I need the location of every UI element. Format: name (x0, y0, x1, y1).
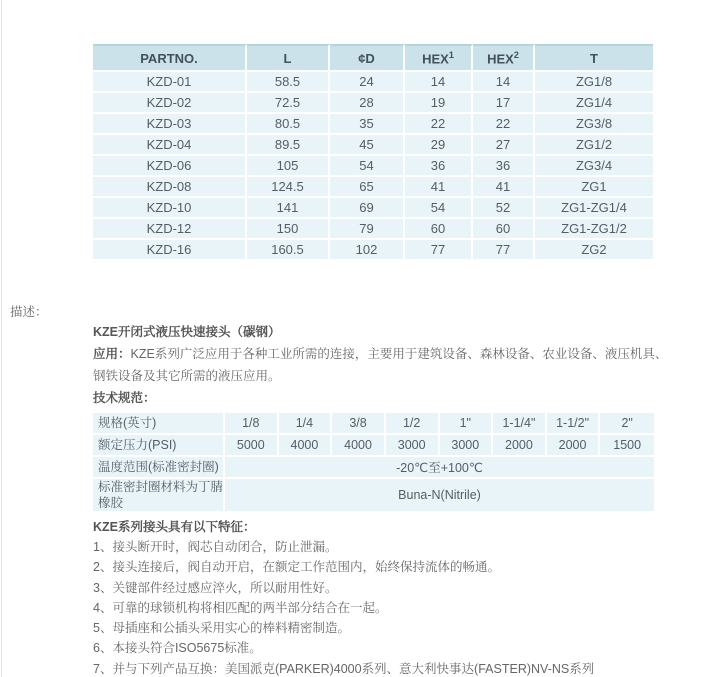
table-cell: 22 (405, 114, 473, 135)
table-cell: KZD-10 (93, 198, 247, 219)
technical-spec-table (93, 413, 654, 513)
column-header-label: L (283, 50, 292, 66)
spec-value-cell: 1500 (600, 435, 654, 457)
table-cell: 54 (405, 198, 473, 219)
table-cell: ZG1/2 (535, 135, 653, 156)
table-row (93, 177, 653, 198)
table-cell: 77 (473, 240, 535, 261)
table-cell: 160.5 (247, 240, 330, 261)
spec-seal-label: 标准密封圈材料为丁腈橡胶 (93, 479, 225, 513)
page-content (93, 44, 678, 677)
product-title: KZE开闭式液压快速接头（碳钢） (93, 325, 281, 339)
spec-value-cell: 1/4 (279, 413, 333, 435)
feature-item: 7、并与下列产品互换：美国派克(PARKER)4000系列、意大利快事达(FASTER)NV-NS系列 (93, 661, 595, 676)
description-section (93, 321, 673, 409)
spec-value-cell: 2000 (493, 435, 547, 457)
feature-item: 1、接头断开时，阀芯自动闭合，防止泄漏。 (93, 540, 338, 554)
spec-temperature-row (93, 457, 654, 479)
spec-temperature-label: 温度范围(标准密封圈) (93, 457, 225, 479)
spec-seal-value: Buna-N(Nitrile) (225, 479, 654, 513)
table-cell: ZG1/8 (535, 72, 653, 93)
feature-item: 4、可靠的球锁机构将相匹配的两半部分结合在一起。 (93, 600, 388, 615)
application-paragraph (93, 343, 673, 387)
spec-size-label: 规格(英寸) (93, 413, 225, 435)
page-left-border (1, 0, 2, 677)
table-cell: KZD-06 (93, 156, 247, 177)
table-cell: 141 (247, 198, 330, 219)
table-cell: 69 (330, 198, 405, 219)
table-cell: 35 (330, 114, 405, 135)
table-cell: 14 (405, 72, 473, 93)
column-header-label: T (590, 50, 598, 66)
table-cell: 14 (473, 72, 535, 93)
column-header-d (330, 44, 405, 72)
table-cell: ZG1-ZG1/2 (535, 219, 653, 240)
feature-item: 5、母插座和公插头采用实心的棒料精密制造。 (93, 621, 350, 636)
spec-value-cell: 5000 (225, 435, 279, 457)
parts-table-header-row (93, 44, 653, 72)
table-cell: ZG3/8 (535, 114, 653, 135)
table-cell: 72.5 (247, 93, 330, 114)
table-cell: 89.5 (247, 135, 330, 156)
feature-item: 2、接头连接后，阀自动开启，在额定工作范围内，始终保持流体的畅通。 (93, 560, 500, 575)
table-cell: 52 (473, 198, 535, 219)
table-row (93, 198, 653, 219)
parts-table-body (93, 72, 653, 261)
table-cell: 150 (247, 219, 330, 240)
table-cell: 80.5 (247, 114, 330, 135)
table-cell: 102 (330, 240, 405, 261)
spec-value-cell: 1-1/4" (493, 413, 547, 435)
table-row (93, 156, 653, 177)
table-cell: KZD-12 (93, 219, 247, 240)
table-cell: ZG1-ZG1/4 (535, 198, 653, 219)
column-header-label: PARTNO. (140, 50, 198, 66)
spec-pressure-label: 额定压力(PSI) (93, 435, 225, 457)
spec-value-cell: 4000 (332, 435, 386, 457)
table-cell: 105 (247, 156, 330, 177)
spec-size-row (93, 413, 654, 435)
spec-value-cell: 3000 (386, 435, 440, 457)
spec-value-cell: 1" (440, 413, 494, 435)
spec-value-cell: 1/2 (386, 413, 440, 435)
table-cell: ZG1 (535, 177, 653, 198)
spec-temperature-value: -20℃至+100℃ (225, 457, 654, 479)
application-label: 应用： (93, 347, 131, 361)
column-header-label: HEX (422, 51, 449, 67)
table-cell: 22 (473, 114, 535, 135)
table-cell: 65 (330, 177, 405, 198)
table-cell: ZG2 (535, 240, 653, 261)
features-section (93, 517, 673, 677)
feature-item: 6、本接头符合ISO5675标准。 (93, 641, 262, 656)
table-cell: KZD-01 (93, 72, 247, 93)
spec-value-cell: 2" (600, 413, 654, 435)
feature-item: 3、关键部件经过感应淬火，所以耐用性好。 (93, 580, 338, 595)
table-cell: 29 (405, 135, 473, 156)
application-text: KZE系列广泛应用于各种工业所需的连接，主要用于建筑设备、森林设备、农业设备、液压机具、钢铁设备及其它所需的液压应用。 (93, 347, 668, 383)
features-heading: KZE系列接头具有以下特征： (93, 520, 256, 534)
spec-value-cell: 1-1/2" (547, 413, 601, 435)
spec-value-cell: 1/8 (225, 413, 279, 435)
table-cell: 77 (405, 240, 473, 261)
table-cell: 36 (405, 156, 473, 177)
column-header-label: ¢D (358, 50, 375, 66)
description-label: 描述： (10, 305, 48, 319)
table-cell: 17 (473, 93, 535, 114)
table-cell: ZG3/4 (535, 156, 653, 177)
spec-value-cell: 4000 (279, 435, 333, 457)
table-cell: KZD-02 (93, 93, 247, 114)
superscript: 1 (448, 49, 454, 60)
column-header-label: HEX (487, 51, 514, 67)
spec-value-cell: 2000 (547, 435, 601, 457)
spec-seal-row (93, 479, 654, 513)
spec-heading: 技术规范： (93, 391, 156, 405)
parts-dimensions-table (93, 44, 653, 261)
table-cell: KZD-04 (93, 135, 247, 156)
features-list (93, 537, 673, 677)
table-cell: 24 (330, 72, 405, 93)
table-cell: 79 (330, 219, 405, 240)
table-row (93, 72, 653, 93)
column-header-partno (93, 44, 247, 72)
table-cell: KZD-16 (93, 240, 247, 261)
table-cell: 60 (473, 219, 535, 240)
table-cell: 28 (330, 93, 405, 114)
table-cell: ZG1/4 (535, 93, 653, 114)
table-row (93, 93, 653, 114)
table-cell: 36 (473, 156, 535, 177)
table-cell: 54 (330, 156, 405, 177)
spec-pressure-row (93, 435, 654, 457)
table-row (93, 240, 653, 261)
table-row (93, 135, 653, 156)
table-cell: 41 (473, 177, 535, 198)
column-header-hex1 (405, 44, 473, 72)
spec-value-cell: 3000 (440, 435, 494, 457)
table-cell: 41 (405, 177, 473, 198)
table-row (93, 219, 653, 240)
column-header-l (247, 44, 330, 72)
table-cell: KZD-03 (93, 114, 247, 135)
table-row (93, 114, 653, 135)
spec-value-cell: 3/8 (332, 413, 386, 435)
table-cell: 60 (405, 219, 473, 240)
column-header-t (535, 44, 653, 72)
table-cell: 45 (330, 135, 405, 156)
table-cell: 124.5 (247, 177, 330, 198)
table-cell: KZD-08 (93, 177, 247, 198)
table-cell: 19 (405, 93, 473, 114)
column-header-hex2 (473, 44, 535, 72)
table-cell: 27 (473, 135, 535, 156)
superscript: 2 (513, 49, 519, 60)
table-cell: 58.5 (247, 72, 330, 93)
